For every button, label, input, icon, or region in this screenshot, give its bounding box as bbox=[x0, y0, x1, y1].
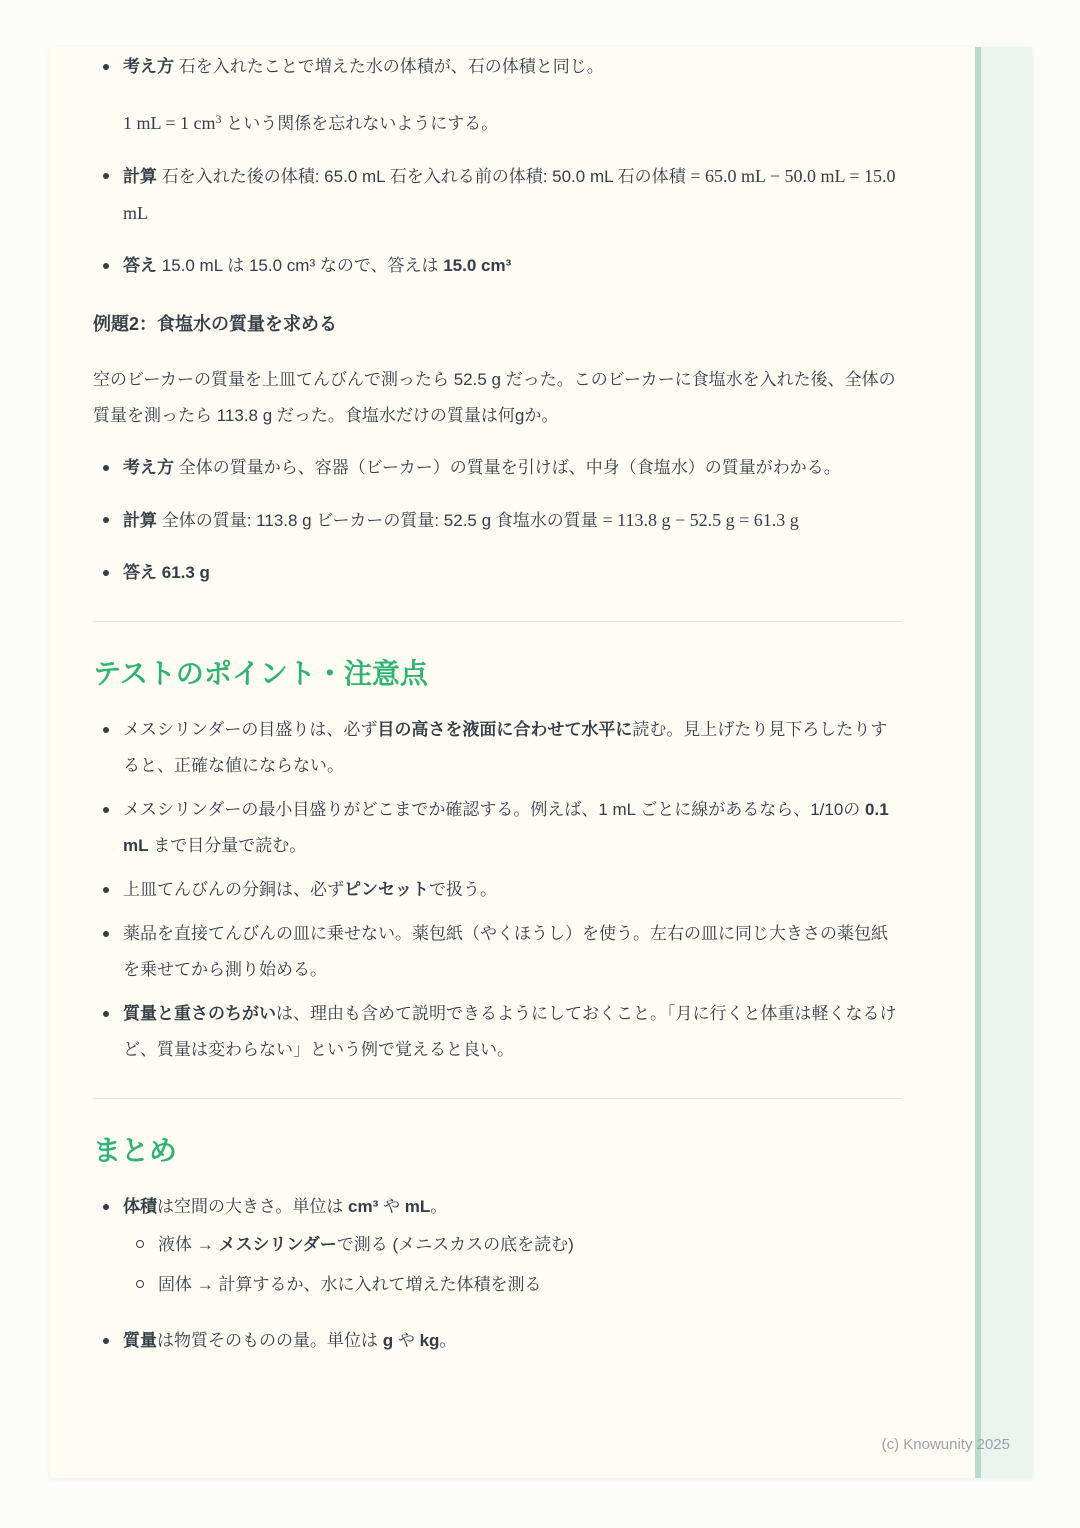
text-run: 。 bbox=[430, 1197, 448, 1216]
list-item bbox=[93, 248, 902, 284]
text-run: 考え方 bbox=[123, 57, 179, 76]
sub-list-item bbox=[123, 1227, 902, 1263]
text-run: 考え方 bbox=[123, 458, 179, 477]
text-run: 3 bbox=[215, 112, 222, 126]
text-run: 全体の質量から、容器（ビーカー）の質量を引けば、中身（食塩水）の質量がわかる。 bbox=[178, 458, 841, 477]
text-run: ピンセット bbox=[344, 880, 429, 899]
text-run: や bbox=[393, 1331, 420, 1350]
text-run: 61.3 g bbox=[161, 563, 210, 582]
text-run: 石を入れたことで増えた水の体積が、石の体積と同じ。 bbox=[178, 57, 604, 76]
list-item bbox=[93, 792, 902, 864]
text-run: は、理由も含めて説明できるようにしておくこと。「月に行くと体重は軽くなるけど、質量は変わらない」という例で覚えると良い。 bbox=[123, 1004, 897, 1059]
example2-problem-text: 空のビーカーの質量を上皿てんびんで測ったら 52.5 g だった。このビーカーに食塩水を入れた後、全体の質量を測ったら 113.8 g だった。食塩水だけの質量は何gか。 bbox=[93, 370, 896, 425]
text-run: 。 bbox=[439, 1331, 457, 1350]
text-run: や bbox=[378, 1197, 405, 1216]
text-run: 石を入れた後の体積: 65.0 mL 石を入れる前の体積: 50.0 mL 石の体積 bbox=[161, 167, 691, 186]
list-item bbox=[93, 555, 902, 591]
text-run: メスシリンダーの目盛りは、必ず bbox=[123, 720, 378, 739]
text-run: 読む。見上げたり見下ろしたりすると、正確な値にならない。 bbox=[123, 720, 888, 775]
text-run: まで目分量で読む。 bbox=[148, 836, 307, 855]
text-run: cm³ bbox=[348, 1197, 379, 1216]
text-run: 計算 bbox=[123, 511, 162, 530]
text-run: で測る (メニスカスの底を読む) bbox=[336, 1235, 574, 1254]
list-item bbox=[93, 502, 902, 539]
text-run: 全体の質量: 113.8 g ビーカーの質量: 52.5 g 食塩水の質量 bbox=[161, 511, 603, 530]
list-item bbox=[93, 712, 902, 784]
list-item bbox=[93, 450, 902, 486]
text-run: 目の高さを液面に合わせて水平に bbox=[377, 720, 633, 739]
list-item-continuation bbox=[123, 101, 902, 142]
list-item bbox=[93, 1189, 902, 1303]
test-points-heading: テストのポイント・注意点 bbox=[93, 658, 428, 689]
text-run: は空間の大きさ。単位は bbox=[157, 1197, 349, 1216]
text-run: 1 mL = 1 cm bbox=[123, 113, 216, 133]
section-divider bbox=[93, 621, 902, 622]
sub-list bbox=[123, 1227, 902, 1303]
text-run: kg bbox=[419, 1331, 440, 1350]
text-run: 0.1 mL bbox=[123, 800, 889, 855]
section-divider bbox=[93, 1098, 902, 1099]
text-run: で扱う。 bbox=[429, 880, 497, 899]
summary-list bbox=[93, 1189, 902, 1359]
text-run: 薬品を直接てんびんの皿に乗せない。薬包紙（やくほうし）を使う。左右の皿に同じ大きさの薬包紙を乗せてから測り始める。 bbox=[123, 924, 888, 979]
text-run: mL bbox=[404, 1197, 431, 1216]
text-run: 上皿てんびんの分銅は、必ず bbox=[123, 880, 344, 899]
list-item bbox=[93, 872, 902, 908]
text-run: は物質そのものの量。単位は bbox=[157, 1331, 383, 1350]
test-points-list bbox=[93, 712, 902, 1068]
example2-heading: 例題2：食塩水の質量を求める bbox=[93, 314, 338, 334]
list-item bbox=[93, 158, 902, 232]
text-run: 質量と重さのちがい bbox=[123, 1004, 276, 1023]
text-run: という関係を忘れないようにする。 bbox=[221, 114, 499, 133]
text-run: 固体 → 計算するか、水に入れて増えた体積を測る bbox=[158, 1275, 542, 1294]
document-page bbox=[50, 47, 1032, 1478]
text-run: 質量 bbox=[123, 1331, 157, 1350]
text-run: 計算 bbox=[123, 167, 162, 186]
text-run: = 65.0 mL − 50.0 mL = 15.0 mL bbox=[123, 166, 896, 223]
text-run: 15.0 mL は 15.0 cm³ なので、答えは bbox=[161, 256, 444, 275]
text-run: = 113.8 g − 52.5 g = 61.3 g bbox=[602, 510, 799, 530]
list-item bbox=[93, 996, 902, 1068]
text-run: 答え bbox=[123, 256, 162, 275]
example1-list bbox=[93, 49, 902, 284]
text-run: 液体 → bbox=[158, 1235, 219, 1254]
text-run: メスシリンダー bbox=[218, 1235, 337, 1254]
text-run: 体積 bbox=[123, 1197, 157, 1216]
text-run: 答え bbox=[123, 563, 162, 582]
text-run: g bbox=[382, 1331, 394, 1350]
text-run: メスシリンダーの最小目盛りがどこまでか確認する。例えば、1 mL ごとに線があるなら、1/10の bbox=[123, 800, 866, 819]
list-item bbox=[93, 916, 902, 988]
copyright-note: (c) Knowunity 2025 bbox=[881, 1436, 1010, 1453]
list-item bbox=[93, 49, 902, 142]
example2-list bbox=[93, 450, 902, 591]
summary-heading: まとめ bbox=[93, 1135, 178, 1166]
list-item bbox=[93, 1323, 902, 1359]
sub-list-item bbox=[123, 1267, 902, 1303]
text-run: 15.0 cm³ bbox=[443, 256, 512, 275]
document-content bbox=[50, 47, 1032, 1359]
